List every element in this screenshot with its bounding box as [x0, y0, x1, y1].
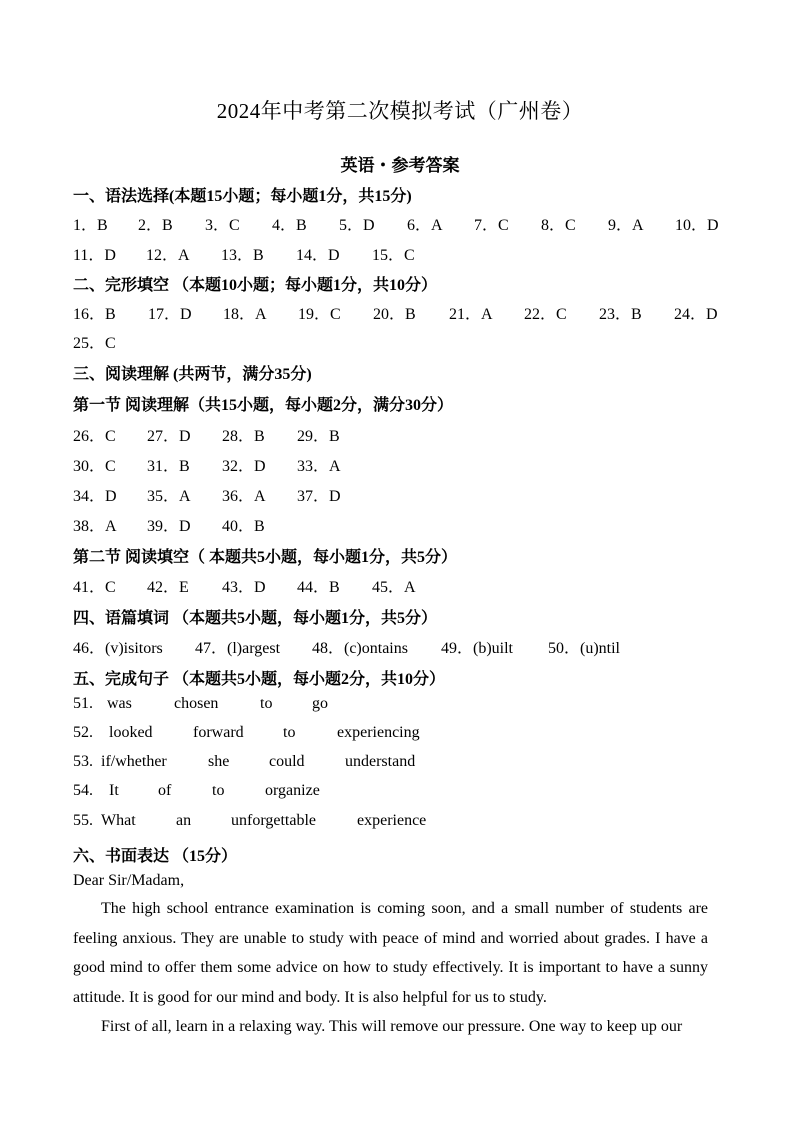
answer-word: looked [109, 724, 153, 741]
section-heading: 四、语篇填词 （本题共5小题，每小题1分，共5分） [73, 610, 438, 627]
letter-salutation: Dear Sir/Madam, [73, 872, 185, 889]
answer-item: 1．B [73, 217, 108, 234]
answer-item: 44．B [297, 579, 340, 596]
answer-item: 22．C [524, 306, 567, 323]
answer-word: forward [193, 724, 244, 741]
answer-number: 53. [73, 753, 93, 770]
answer-word: organize [265, 782, 320, 799]
answer-item: 48．(c)ontains [312, 640, 408, 657]
answer-item: 41．C [73, 579, 116, 596]
answer-item: 24．D [674, 306, 718, 323]
answer-item: 39．D [147, 518, 191, 535]
answer-row [0, 483, 800, 505]
answer-item: 38．A [73, 518, 117, 535]
essay-paragraph: First of all, learn in a relaxing way. This will remove our pressure. One way to keep up our [101, 1018, 683, 1035]
answer-item: 23．B [599, 306, 642, 323]
answer-row [0, 301, 800, 323]
subsection-heading: 第一节 阅读理解（共15小题，每小题2分，满分30分） [73, 397, 454, 414]
section-heading: 二、完形填空 （本题10小题；每小题1分，共10分） [73, 277, 438, 294]
answer-word: chosen [174, 695, 219, 712]
answer-item: 49．(b)uilt [441, 640, 513, 657]
answer-item: 18．A [223, 306, 267, 323]
answer-row [0, 635, 800, 657]
answer-word: to [212, 782, 225, 799]
answer-row [0, 574, 800, 596]
answer-row [0, 212, 800, 234]
section-heading: 三、阅读理解 (共两节，满分35分) [73, 366, 312, 383]
answer-item: 27．D [147, 428, 191, 445]
answer-word: experiencing [337, 724, 420, 741]
answer-item: 21．A [449, 306, 493, 323]
answer-item: 5．D [339, 217, 375, 234]
answer-row [0, 513, 800, 535]
answer-item: 17．D [148, 306, 192, 323]
answer-item: 10．D [675, 217, 719, 234]
answer-row [0, 695, 800, 717]
answer-row [0, 782, 800, 804]
answer-word: understand [345, 753, 416, 770]
answer-word: she [208, 753, 230, 770]
subsection-heading: 第二节 阅读填空（ 本题共5小题，每小题1分，共5分） [73, 549, 458, 566]
answer-item: 42．E [147, 579, 189, 596]
answer-number: 54. [73, 782, 93, 799]
answer-item: 31．B [147, 458, 190, 475]
answer-item: 34．D [73, 488, 117, 505]
answer-item: 13．B [221, 247, 264, 264]
answer-word: What [101, 812, 136, 829]
answer-word: unforgettable [231, 812, 317, 829]
answer-item: 40．B [222, 518, 265, 535]
answer-item: 8．C [541, 217, 576, 234]
answer-word: of [158, 782, 172, 799]
answer-row [0, 423, 800, 445]
page-subtitle: 英语・参考答案 [340, 156, 460, 175]
answer-item: 26．C [73, 428, 116, 445]
answer-item: 36．A [222, 488, 266, 505]
answer-word: if/whether [101, 753, 167, 770]
section-heading: 五、完成句子 （本题共5小题，每小题2分，共10分） [73, 671, 446, 688]
answer-item: 45．A [372, 579, 416, 596]
answer-row [0, 753, 800, 775]
answer-number: 52. [73, 724, 93, 741]
answer-number: 51. [73, 695, 93, 712]
answer-row [0, 330, 800, 352]
answer-item: 11．D [73, 247, 116, 264]
answer-item: 12．A [146, 247, 190, 264]
answer-item: 4．B [272, 217, 307, 234]
answer-item: 7．C [474, 217, 509, 234]
answer-word: It [109, 782, 119, 799]
answer-number: 55. [73, 812, 93, 829]
answer-word: to [260, 695, 273, 712]
answer-item: 19．C [298, 306, 341, 323]
answer-row [0, 453, 800, 475]
answer-item: 29．B [297, 428, 340, 445]
answer-item: 32．D [222, 458, 266, 475]
answer-item: 30．C [73, 458, 116, 475]
answer-item: 46．(v)isitors [73, 640, 163, 657]
answer-item: 25．C [73, 335, 116, 352]
answer-row [0, 242, 800, 264]
answer-item: 33．A [297, 458, 341, 475]
answer-item: 16．B [73, 306, 116, 323]
answer-word: was [107, 695, 132, 712]
essay-paragraph: The high school entrance examination is coming soon, and a small number of students are feeling anxious. They are unable to study with peace of mind and worried about grades. I have a good mind to offer them some advice on how to study effectively. It is important to have a sunny attitude. It is good for our mind and body. It is also helpful for us to study. [73, 900, 708, 1006]
answer-item: 47．(l)argest [195, 640, 281, 657]
answer-word: could [269, 753, 305, 770]
answer-item: 2．B [138, 217, 173, 234]
answer-item: 14．D [296, 247, 340, 264]
answer-item: 20．B [373, 306, 416, 323]
answer-item: 6．A [407, 217, 443, 234]
answer-row [0, 724, 800, 746]
answer-word: experience [357, 812, 427, 829]
answer-word: an [176, 812, 192, 829]
page-title: 2024年中考第二次模拟考试（广州卷） [216, 99, 584, 123]
answer-item: 35．A [147, 488, 191, 505]
answer-item: 50．(u)ntil [548, 640, 620, 657]
answer-word: to [283, 724, 296, 741]
section-heading: 六、书面表达 （15分） [73, 848, 238, 865]
answer-item: 43．D [222, 579, 266, 596]
answer-item: 15．C [372, 247, 415, 264]
answer-item: 3．C [205, 217, 240, 234]
answer-item: 9．A [608, 217, 644, 234]
section-heading: 一、语法选择(本题15小题；每小题1分，共15分) [73, 188, 412, 205]
answer-item: 28．B [222, 428, 265, 445]
answer-row [0, 812, 800, 834]
answer-item: 37．D [297, 488, 341, 505]
answer-word: go [312, 695, 328, 712]
